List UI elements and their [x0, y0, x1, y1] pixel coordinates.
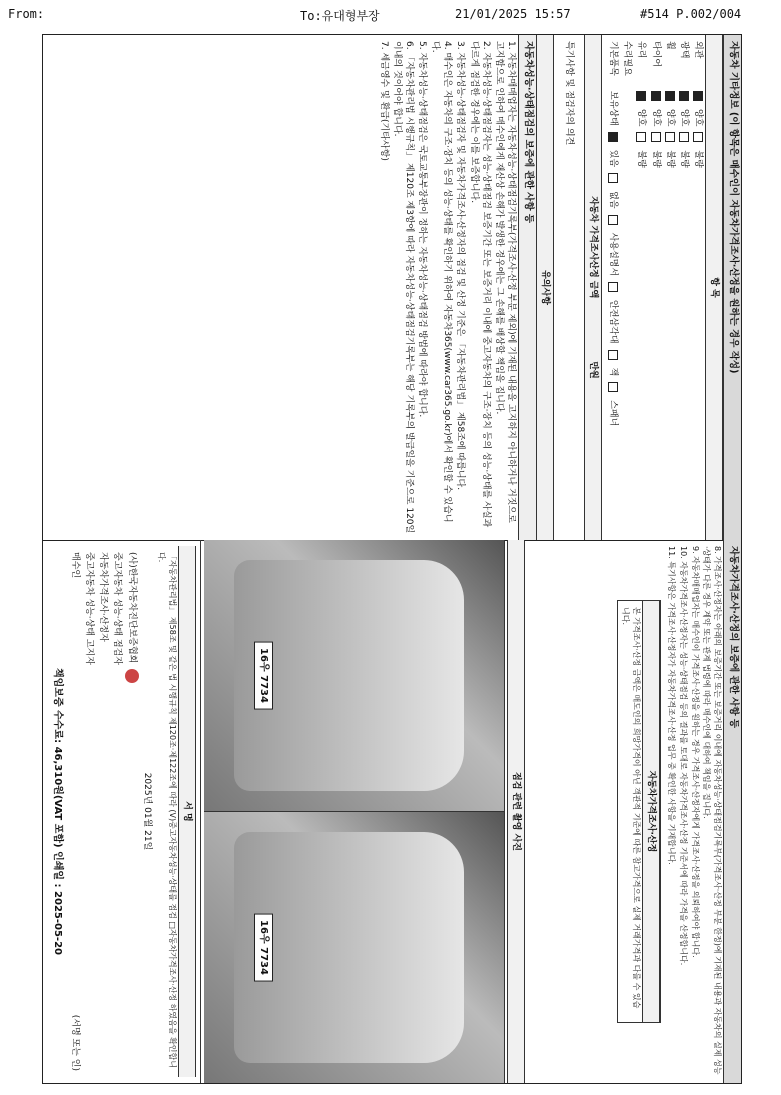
row-gloss — [677, 35, 691, 540]
price-box — [617, 600, 661, 1023]
sign-inspector-row — [110, 546, 124, 1077]
price-unit: 만원 — [588, 361, 599, 379]
right-item: 10. 자동차가격조사·산정자는 성능·상태점검 등의 결과를 토대로 자동차가격조사·산정 기준서에 따라 가격을 산정합니다. — [678, 546, 688, 966]
basic-item: 스패너 — [608, 400, 619, 427]
notice-item: 7. 세금영수 및 환급(기타사항) — [378, 41, 389, 161]
checkbox-jack[interactable] — [608, 350, 618, 360]
inspection-record-page — [42, 34, 742, 1084]
fax-page: #514 P.002/004 — [640, 7, 742, 21]
checkbox-bad[interactable] — [679, 132, 689, 142]
row-exterior — [691, 35, 705, 540]
notice-item: 3. 자동차성능·상태점검자 및 자동차가격조사·산정자의 점검 및 산정 기준은 「자동차관리법」 제58조에 따릅니다. — [455, 41, 466, 491]
right-column — [43, 540, 741, 1083]
basic-item: 안전삼각대 — [608, 300, 619, 344]
photo-front — [204, 540, 504, 812]
right-item: 9. 자동차매매업자는 매수인이 가격조사·산정을 원하는 경우 가격조사·산정자에게 가격조사·산정을 의뢰하여야 합니다. — [690, 546, 700, 958]
opt-label: 양호 — [678, 109, 689, 127]
checkbox-manual[interactable] — [608, 215, 618, 225]
notice-item: 6. 「자동차관리법 시행규칙」 제120조 제3항에 따라 자동차성능·상태점검기록부는 해당 기록부의 발급일을 기준으로 120일 이내의 것이어야 합니다. — [391, 41, 414, 534]
price-box-header: 자동차가격조사·산정 — [642, 601, 660, 1022]
notice-header: 유의사항 — [536, 35, 554, 540]
price-title — [584, 35, 602, 540]
basic-item: 잭 — [608, 367, 619, 377]
checkbox-good[interactable] — [679, 91, 689, 101]
inspector-label: 중고자동차 성능·상태 점검자 — [112, 552, 123, 665]
document-frame — [36, 28, 748, 1090]
row-basic-items — [606, 35, 620, 540]
basic-item: 있음 — [608, 149, 619, 168]
sign-date — [140, 546, 154, 1077]
license-plate-front: 16우 7734 — [254, 641, 274, 710]
row-label: 외관 — [693, 41, 704, 59]
seal-stamp-icon — [125, 669, 139, 683]
notice-item: 4. 매수인은 자동차의 구조·장치 등의 성능·상태를 확인하기 위하여 자동차365(www.car365.go.kr)에서 확인할 수 있습니다. — [430, 41, 453, 523]
receiver-label: 중고자동차 성능·상태 고지자 — [83, 552, 94, 665]
row-tire — [648, 35, 662, 540]
signature-section — [43, 540, 201, 1083]
sign-confirm: (서명 또는 인) — [69, 1014, 80, 1071]
items-header: 항 목 — [705, 35, 723, 540]
sign-buyer-row — [68, 546, 82, 1077]
row-label: 유리 — [636, 41, 647, 59]
fax-date: 21/01/2025 15:57 — [455, 7, 571, 21]
notice-item: 2. 자동차성능·상태점검자는 성능·상태점검 보증기간 또는 보증거리 이내에 중고자동차의 구조·장치 등의 성능·상태를 사실과 다르게 점검한 경우에는 이를 보증합니다. — [468, 41, 491, 528]
price-box-text: 본 가격조사·산정 금액은 매도인의 희망가격이 아닌 객관적 기준에 따른 참고가격으로 실제 거래가격과 다를 수 있습니다. — [621, 607, 642, 1009]
right-item: 11. 특기사항은 가격조사·산정자가 자동차가격조사·산정 업무 중 확인한 사항을 기재합니다. — [667, 546, 676, 865]
appraiser-label: 자동차가격조사·산정자 — [97, 552, 108, 642]
row-opinion — [554, 35, 584, 540]
basic-item: 없음 — [608, 191, 619, 209]
rotated-page — [36, 28, 748, 1090]
row-label: 타이어 — [650, 41, 661, 68]
opt-label: 양호 — [636, 109, 647, 127]
notice-title: 자동차성능·상태점검의 보증에 관한 사항 등 — [518, 35, 536, 540]
checkbox-good[interactable] — [636, 91, 646, 101]
basic-label: 기본품목 — [608, 41, 619, 76]
fax-to: To:유대형부장 — [300, 9, 380, 23]
opt-label: 불량 — [693, 150, 704, 168]
row-label: 광택 — [678, 41, 689, 59]
row-label: 휠 — [664, 41, 675, 50]
price-title-text: 자동차 가격조사산정 금액 — [588, 196, 599, 299]
sign-receiver-row — [82, 546, 96, 1077]
opt-label: 불량 — [664, 150, 675, 168]
row-wheel — [663, 35, 677, 540]
opt-label: 양호 — [693, 109, 704, 127]
sign-header: 서 명 — [178, 546, 196, 1077]
fee-line: 책임보증 수수료: 46,310원(VAT 포함) 인쇄일 : 2025-05-20 — [51, 667, 63, 955]
sign-date-text: 2025년 01월 21일 — [142, 772, 153, 851]
opt-label: 양호 — [664, 109, 675, 127]
checkbox-bad[interactable] — [636, 132, 646, 142]
photo-header: 점검 관련 촬영 사진 — [507, 540, 525, 1083]
checkbox-spanner[interactable] — [608, 382, 618, 392]
repair-label: 수리필요 — [622, 41, 633, 76]
fax-from: From: — [8, 7, 45, 21]
buyer-label: 매수인 — [69, 552, 80, 579]
row-repair-needed — [620, 35, 634, 540]
opt-label: 불량 — [678, 150, 689, 168]
section-title-vehicle-info: 자동차 기타정보 (이 항목은 매수인이 자동차가격조사·산정을 원하는 경우 작성) — [723, 35, 741, 540]
row-glass — [634, 35, 648, 540]
sign-text: 「자동차관리법」 제58조 및 같은 법 시행규칙 제120조·제122조에 따라 (V)중고자동차성능·상태를 점검 □자동차가격조사·산정 하였음을 확인합니다. — [157, 552, 177, 1068]
checkbox-triangle[interactable] — [608, 282, 618, 292]
license-plate-rear: 16우 7734 — [254, 913, 274, 982]
left-column — [43, 35, 741, 541]
photo-rear — [204, 812, 504, 1083]
basic-item: 보유상태 — [608, 91, 619, 126]
checkbox-have[interactable] — [608, 132, 618, 142]
opt-label: 불량 — [636, 150, 647, 168]
checkbox-bad[interactable] — [665, 132, 675, 142]
checkbox-good[interactable] — [665, 91, 675, 101]
checkbox-bad[interactable] — [651, 132, 661, 142]
opt-label: 불량 — [650, 150, 661, 168]
notice-item: 1. 자동차매매업자는 자동차성능·상태점검기록부(가격조사·산정 부분 제외)에 기재된 내용을 고지하지 아니하거나 거짓으로 고지함으로 인하여 매수인에게 재산상 손해가 발생한 경우에는 그 손해를 배상할 책임을 집니다. — [493, 41, 516, 523]
checkbox-bad[interactable] — [693, 132, 703, 142]
org-name: (사)한국자동차진단보증협회 — [127, 552, 138, 664]
checkbox-none[interactable] — [608, 173, 618, 183]
section-title-price: 자동차가격조사·산정의 보증에 관한 사항 등 — [723, 540, 741, 1083]
checkbox-good[interactable] — [651, 91, 661, 101]
sign-org-row — [124, 546, 140, 1077]
photo-area — [204, 540, 505, 1083]
right-item: 8. 가격조사·산정자는 아래의 보증기간 또는 보증거리 이내에 자동차성능·상태점검기록부(가격조사·산정 부분 한정)에 기재된 내용과 자동차의 실제 성능·상태가 다른 경우 계약 또는 관계 법령에 따라 매수인에 대하여 책임을 집니다. — [702, 546, 723, 1075]
sign-appraiser-row — [96, 546, 110, 1077]
opinion-label: 특기사항 및 점검자의 의견 — [564, 41, 574, 146]
basic-item: 사용설명서 — [608, 232, 619, 277]
fax-header — [0, 0, 781, 28]
opt-label: 양호 — [650, 109, 661, 127]
notice-item: 5. 자동차성능·상태점검은 국토교통부장관이 정하는 자동차성능·상태점검 방법에 따라야 합니다. — [416, 41, 427, 418]
checkbox-good[interactable] — [693, 91, 703, 101]
